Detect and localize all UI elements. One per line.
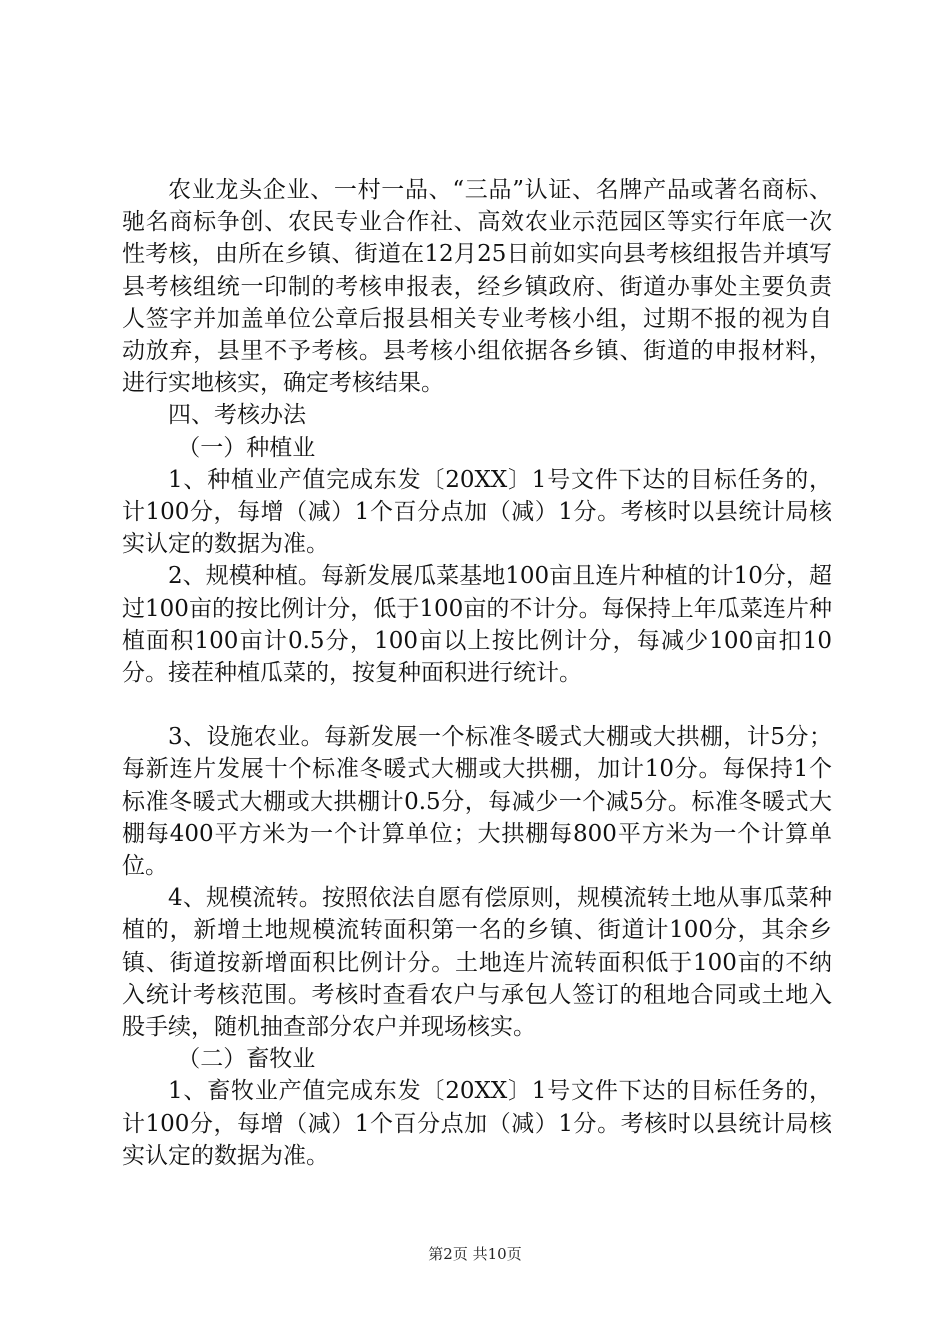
paragraph-facility-agriculture: 3、设施农业。每新发展一个标准冬暖式大棚或大拱棚，计5分；每新连片发展十个标准冬暖式大棚或大拱棚，加计10分。每保持1个标准冬暖式大棚或大拱棚计0.5分，每减少一个减5分。标准冬暖式大棚每400平方米为一个计算单位；大拱棚每800平方米为一个计算单位。 <box>122 724 832 880</box>
document-body <box>122 174 832 1172</box>
paragraph-planting-output: 1、种植业产值完成东发〔20XX〕1号文件下达的目标任务的，计100分，每增（减）1个百分点加（减）1分。考核时以县统计局核实认定的数据为准。 <box>122 466 832 558</box>
paragraph-livestock-output: 1、畜牧业产值完成东发〔20XX〕1号文件下达的目标任务的，计100分，每增（减）1个百分点加（减）1分。考核时以县统计局核实认定的数据为准。 <box>122 1078 832 1169</box>
subsection-heading-livestock: （二）畜牧业 <box>177 1046 316 1073</box>
section-heading-assessment-methods: 四、考核办法 <box>168 402 306 429</box>
paragraph-gap <box>122 689 832 721</box>
paragraph-scale-planting: 2、规模种植。每新发展瓜菜基地100亩且连片种植的计10分，超过100亩的按比例计分，低于100亩的不计分。每保持上年瓜菜连片种植面积100亩计0.5分，100亩以上按比例计分，每减少100亩扣10分。接茬种植瓜菜的，按复种面积进行统计。 <box>122 563 832 687</box>
paragraph-assessment-procedure: 农业龙头企业、一村一品、“三品”认证、名牌产品或著名商标、驰名商标争创、农民专业合作社、高效农业示范园区等实行年底一次性考核，由所在乡镇、街道在12月25日前如实向县考核组报告并填写县考核组统一印制的考核申报表，经乡镇政府、街道办事处主要负责人签字并加盖单位公章后报县相关专业考核小组，过期不报的视为自动放弃，县里不予考核。县考核小组依据各乡镇、街道的申报材料，进行实地核实，确定考核结果。 <box>122 177 832 397</box>
subsection-heading-planting: （一）种植业 <box>177 434 316 461</box>
paragraph-land-transfer: 4、规模流转。按照依法自愿有偿原则，规模流转土地从事瓜菜种植的，新增土地规模流转面积第一名的乡镇、街道计100分，其余乡镇、街道按新增面积比例计分。土地连片流转面积低于100亩的不纳入统计考核范围。考核时查看农户与承包人签订的租地合同或土地入股手续，随机抽查部分农户并现场核实。 <box>122 885 832 1041</box>
page-footer: 第2页 共10页 <box>428 1245 522 1263</box>
